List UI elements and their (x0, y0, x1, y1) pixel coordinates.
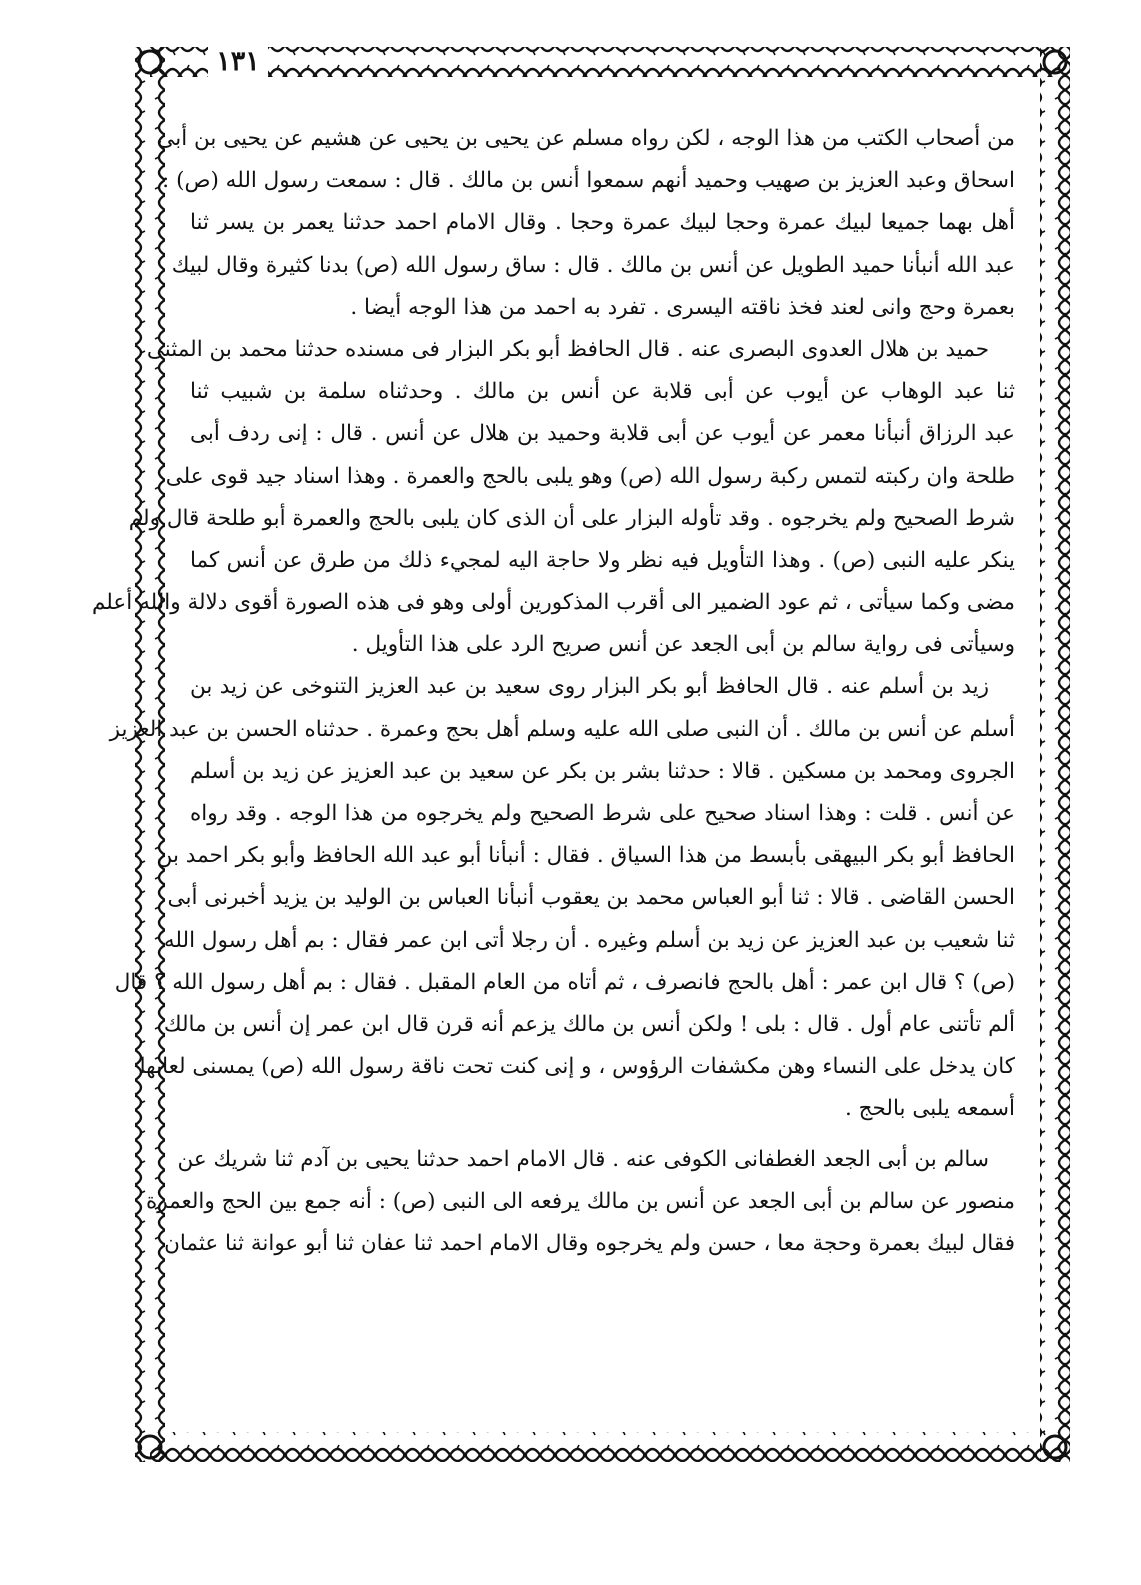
text-line: وسيأتى فى رواية سالم بن أبى الجعد عن أنس صريح الرد على هذا التأويل . (351, 632, 1015, 658)
text-line: اسحاق وعبد العزيز بن صهيب وحميد أنهم سمعوا أنس بن مالك . قال : سمعت رسول الله (ص) : (162, 168, 1015, 194)
text-line: طلحة وان ركبته لتمس ركبة رسول الله (ص) وهو يلبى بالحج والعمرة . وهذا اسناد جيد قوى على (165, 463, 1015, 489)
text-line: عبد الرزاق أنبأنا معمر عن أيوب عن أبى قلابة وحميد بن هلال عن أنس . قال : إنى ردف أبى (190, 421, 1015, 447)
text-line: من أصحاب الكتب من هذا الوجه ، لكن رواه مسلم عن يحيى بن يحيى عن هشيم عن يحيى بن أبى (157, 126, 1015, 151)
text-line: حميد بن هلال العدوى البصرى عنه . قال الحافظ أبو بكر البزار فى مسنده حدثنا محمد بن المثنى (146, 336, 989, 362)
text-line: ثنا عبد الوهاب عن أيوب عن أبى قلابة عن أنس بن مالك . وحدثناه سلمة بن شبيب ثنا (190, 379, 1015, 405)
text-line: مضى وكما سيأتى ، ثم عود الضمير الى أقرب المذكورين أولى وهو فى هذه الصورة أقوى دلالة والله أعلم (92, 590, 1015, 616)
text-line: منصور عن سالم بن أبى الجعد عن أنس بن مالك يرفعه الى النبى (ص) : أنه جمع بين الحج والعمرة (145, 1188, 1015, 1214)
text-line: الجروى ومحمد بن مسكين . قالا : حدثنا بشر بن بكر عن سعيد بن عبد العزيز عن زيد بن أسلم (190, 758, 1015, 784)
text-line: (ص) ؟ قال ابن عمر : أهل بالحج فانصرف ، ثم أتاه من العام المقبل . فقال : بم أهل رسول الله ؟ قال (114, 969, 1015, 995)
text-line: أسمعه يلبى بالحج . (844, 1096, 1015, 1122)
body-text (92, 118, 1015, 1265)
text-line: ينكر عليه النبى (ص) . وهذا التأويل فيه نظر ولا حاجة اليه لمجيء ذلك من طرق عن أنس كما (190, 547, 1015, 573)
text-line: الحسن القاضى . قالا : ثنا أبو العباس محمد بن يعقوب أنبأنا العباس بن الوليد بن يزيد أخبرنى أبى (167, 885, 1015, 911)
text-line: فقال لبيك بعمرة وحجة معا ، حسن ولم يخرجوه وقال الامام احمد ثنا عفان ثنا أبو عوانة ثنا عثمان (164, 1230, 1015, 1256)
text-line: كان يدخل على النساء وهن مكشفات الرؤوس ، و إنى كنت تحت ناقة رسول الله (ص) يمسنى لعابها (139, 1054, 1015, 1080)
text-line: عن أنس . قلت : وهذا اسناد صحيح على شرط الصحيح ولم يخرجوه من هذا الوجه . وقد رواه (190, 801, 1015, 826)
paragraph (109, 666, 1015, 1130)
text-line: ثنا شعيب بن عبد العزيز عن زيد بن أسلم وغيره . أن رجلا أتى ابن عمر فقال : بم أهل رسول الله (163, 927, 1015, 953)
text-line: ألم تأتنى عام أول . قال : بلى ! ولكن أنس بن مالك يزعم أنه قرن قال ابن عمر إن أنس بن مالك (163, 1011, 1015, 1037)
paragraph (145, 1139, 1015, 1266)
paragraph (92, 329, 1015, 667)
text-line: الحافظ أبو بكر البيهقى بأبسط من هذا السياق . فقال : أنبأنا أبو عبد الله الحافظ وأبو بكر احمد بن (156, 843, 1015, 869)
paragraph-gap (190, 1131, 1015, 1139)
text-line: أهل بهما جميعا لبيك عمرة وحجا لبيك عمرة وحجا . وقال الامام احمد حدثنا يعمر بن يسر ثنا (190, 210, 1015, 236)
text-line: شرط الصحيح ولم يخرجوه . وقد تأوله البزار على أن الذى كان يلبى بالحج والعمرة أبو طلحة قال ولم (128, 505, 1015, 531)
page-number: ١٣١ (208, 45, 268, 79)
text-line: سالم بن أبى الجعد الغطفانى الكوفى عنه . قال الامام احمد حدثنا يحيى بن آدم ثنا شريك عن (177, 1146, 989, 1172)
text-line: أسلم عن أنس بن مالك . أن النبى صلى الله عليه وسلم أهل بحج وعمرة . حدثناه الحسن بن عبد العزيز (109, 716, 1015, 742)
paragraph (157, 118, 1015, 329)
text-line: بعمرة وحج وانى لعند فخذ ناقته اليسرى . تفرد به احمد من هذا الوجه أيضا . (350, 294, 1015, 320)
text-line: زيد بن أسلم عنه . قال الحافظ أبو بكر البزار روى سعيد بن عبد العزيز التنوخى عن زيد بن (190, 674, 989, 700)
text-line: عبد الله أنبأنا حميد الطويل عن أنس بن مالك . قال : ساق رسول الله (ص) بدنا كثيرة وقال لبيك (171, 252, 1015, 278)
